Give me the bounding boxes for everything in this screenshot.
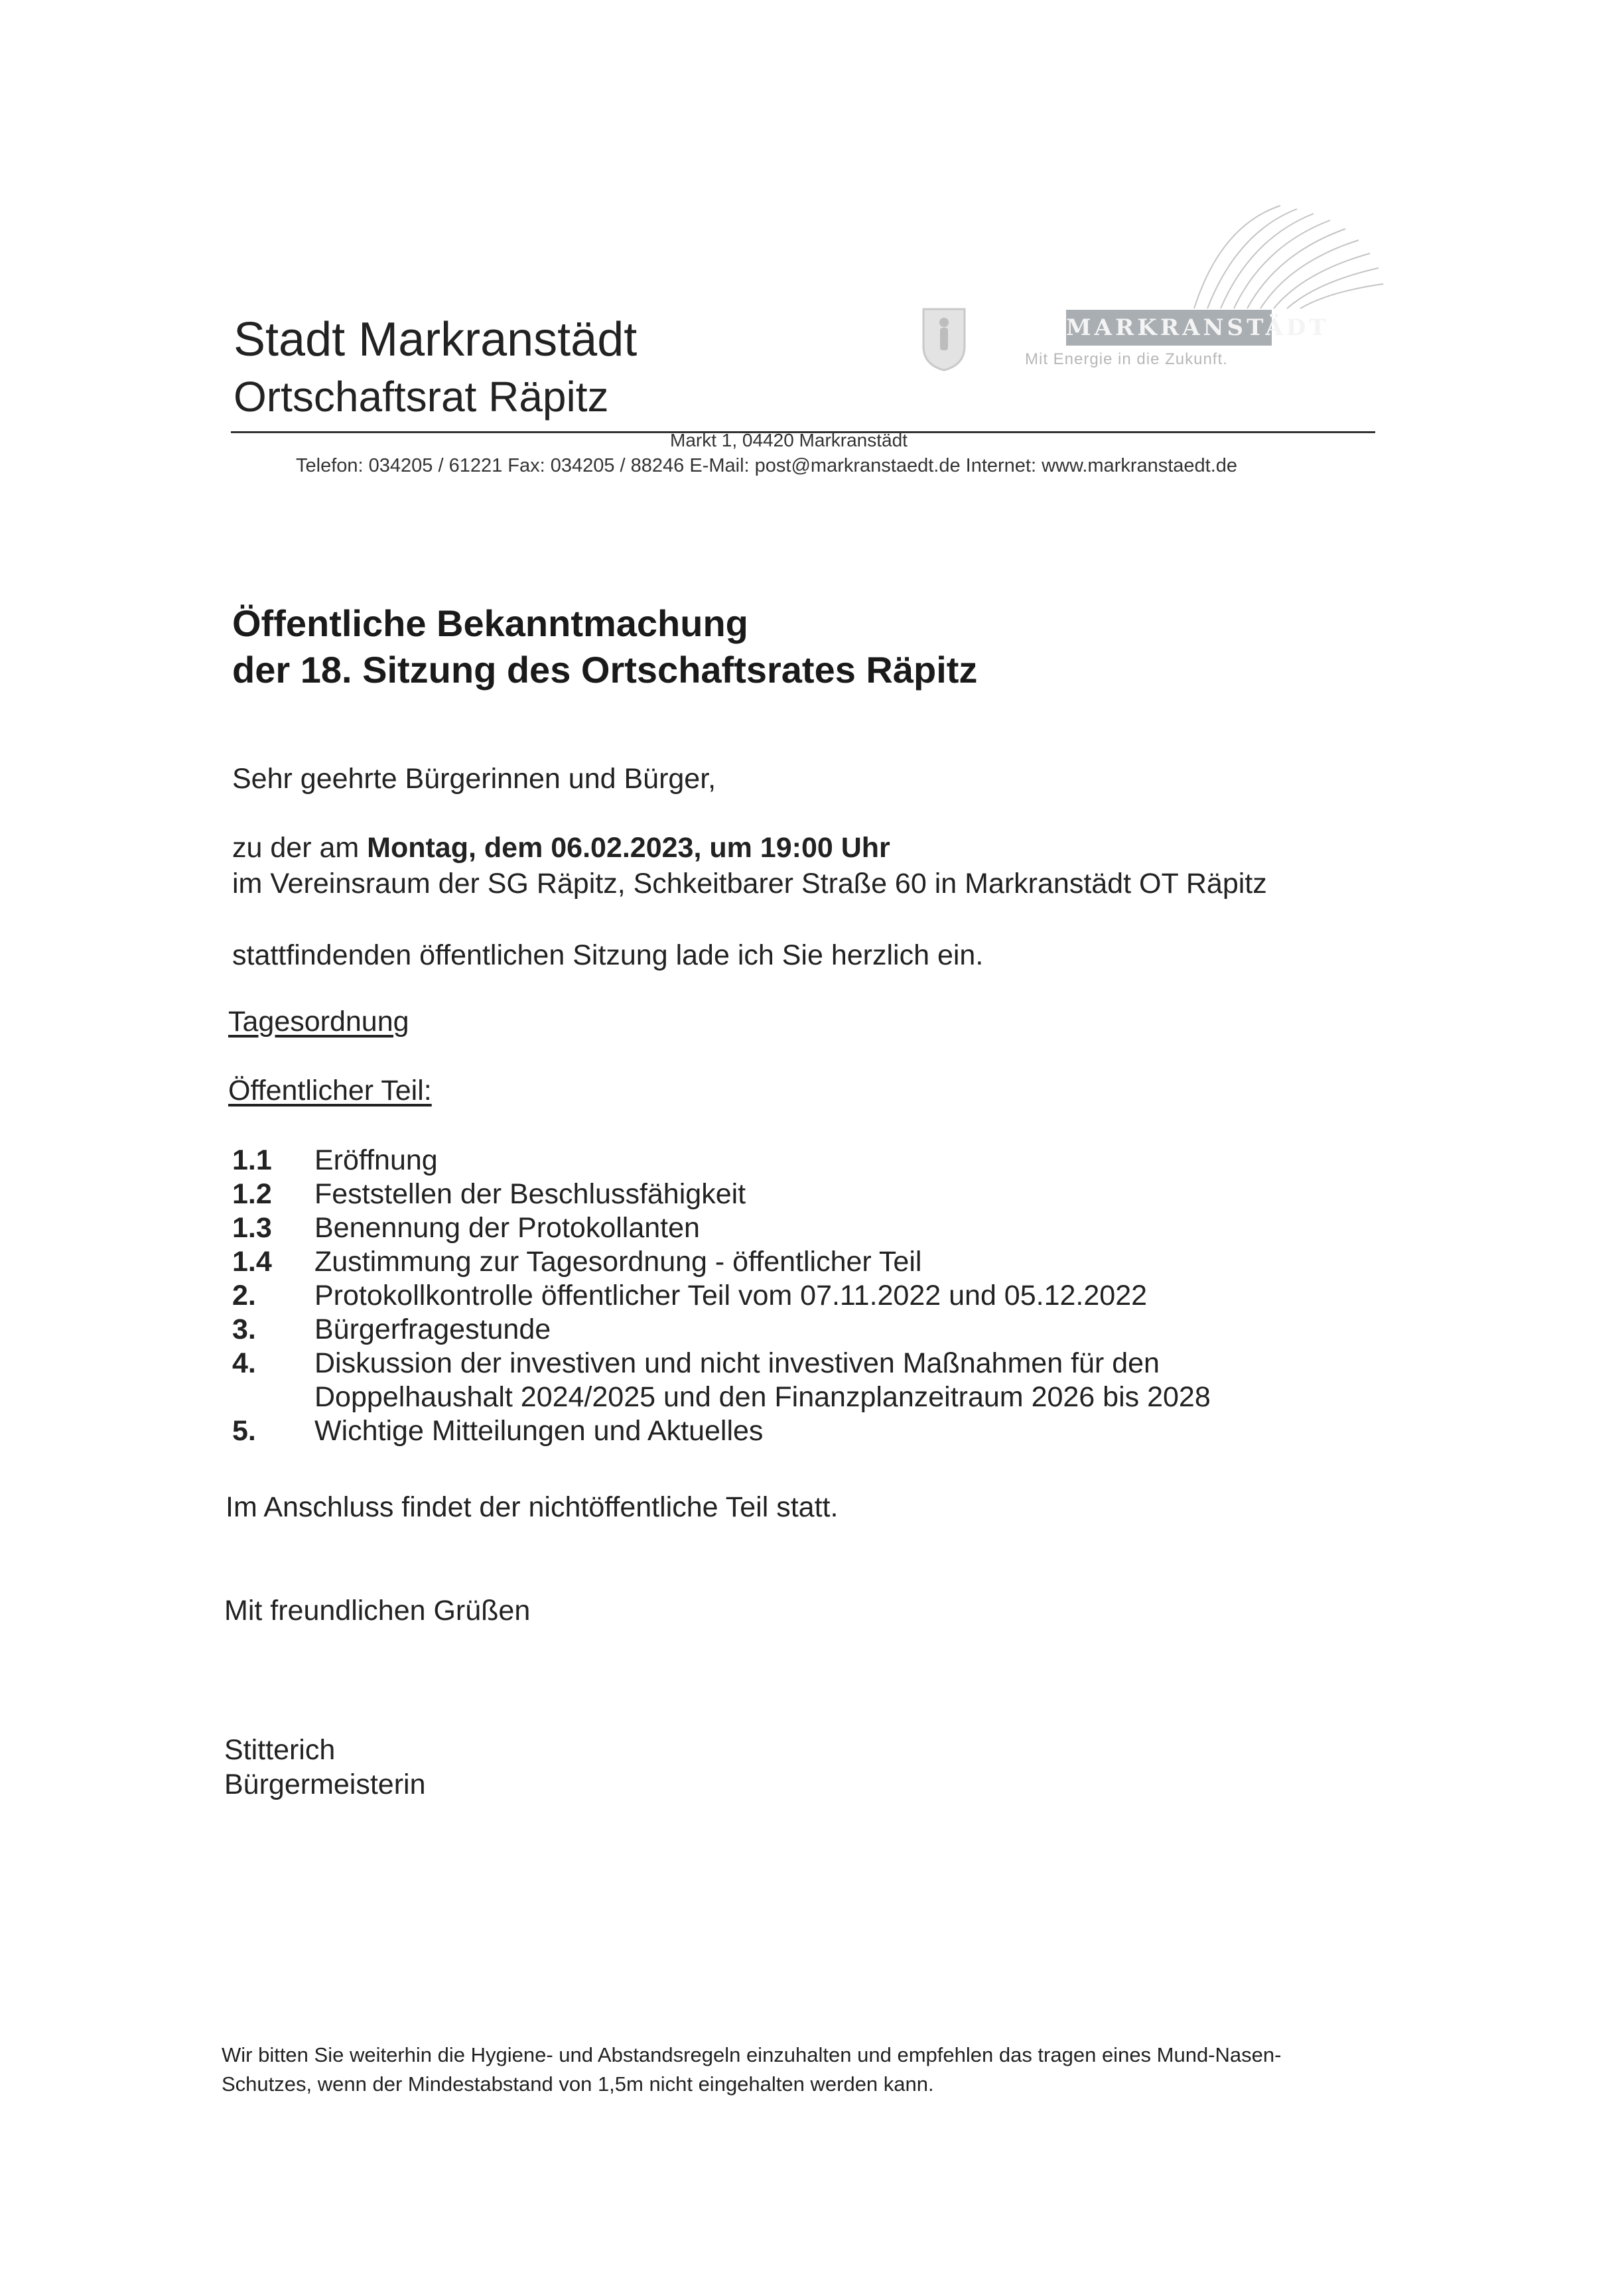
public-part-heading: Öffentlicher Teil:: [228, 1075, 432, 1107]
agenda-item-number: 2.: [232, 1280, 256, 1311]
council-name: Ortschaftsrat Räpitz: [234, 373, 609, 421]
agenda-item-text: Feststellen der Beschlussfähigkeit: [314, 1178, 746, 1210]
city-name: Stadt Markranstädt: [234, 313, 638, 366]
regards: Mit freundlichen Grüßen: [224, 1595, 531, 1627]
agenda-item: [232, 1313, 1211, 1347]
agenda-item-text: [314, 1347, 1211, 1414]
agenda-item-number: 1.2: [232, 1178, 272, 1210]
location-line: im Vereinsraum der SG Räpitz, Schkeitbarer Straße 60 in Markranstädt OT Räpitz: [232, 868, 1267, 900]
agenda-item: [232, 1279, 1211, 1313]
document-title: [232, 600, 977, 693]
agenda-item-text-line-2: Doppelhaushalt 2024/2025 und den Finanzplanzeitraum 2026 bis 2028: [314, 1381, 1211, 1413]
closing-note: Im Anschluss findet der nichtöffentliche Teil statt.: [226, 1491, 839, 1523]
brand-slogan: Mit Energie in die Zukunft.: [1025, 350, 1228, 368]
coat-of-arms-icon: [921, 306, 967, 371]
agenda-item-number: 1.1: [232, 1144, 272, 1176]
agenda-list: [232, 1144, 1211, 1448]
signer-title: Bürgermeisterin: [224, 1769, 426, 1800]
title-line-2: der 18. Sitzung des Ortschaftsrates Räpitz: [232, 649, 978, 691]
greeting: Sehr geehrte Bürgerinnen und Bürger,: [232, 763, 716, 795]
hygiene-footnote: Wir bitten Sie weiterhin die Hygiene- und Abstandsregeln einzuhalten und empfehlen das tragen eines Mund-Nasen-Schutzes, wenn der Mindestabstand von 1,5m nicht eingehalten werden kann.: [222, 2043, 1282, 2096]
agenda-item-number: 5.: [232, 1415, 256, 1447]
agenda-item-number: 1.4: [232, 1246, 272, 1278]
agenda-item-text: Eröffnung: [314, 1144, 438, 1176]
agenda-item-number: 3.: [232, 1313, 256, 1345]
invite-prefix: zu der am: [232, 832, 368, 864]
agenda-item-text: Benennung der Protokollanten: [314, 1212, 700, 1244]
agenda-item-text-line-1: Diskussion der investiven und nicht investiven Maßnahmen für den: [314, 1347, 1160, 1379]
title-line-1: Öffentliche Bekanntmachung: [232, 602, 748, 644]
agenda-item-text: Zustimmung zur Tagesordnung - öffentlicher Teil: [314, 1246, 922, 1278]
agenda-item-number: 4.: [232, 1347, 256, 1379]
address-line: Markt 1, 04420 Markranstädt: [670, 430, 908, 450]
agenda-item-text: Bürgerfragestunde: [314, 1313, 551, 1345]
agenda-item: [232, 1211, 1211, 1245]
brand-fan-graphic: [1181, 199, 1387, 312]
contact-line: Telefon: 034205 / 61221 Fax: 034205 / 88246 E-Mail: post@markranstaedt.de Internet: www.markranstaedt.de: [296, 455, 1238, 476]
brand-logo: MARKRANSTÄDT: [1066, 310, 1272, 346]
agenda-item-text: Wichtige Mitteilungen und Aktuelles: [314, 1415, 764, 1447]
agenda-item: [232, 1144, 1211, 1177]
meeting-date: Montag, dem 06.02.2023, um 19:00 Uhr: [367, 832, 890, 864]
agenda-heading: Tagesordnung: [228, 1006, 409, 1038]
invite-line: [232, 831, 890, 865]
agenda-item: [232, 1347, 1211, 1414]
agenda-item-number: 1.3: [232, 1212, 272, 1244]
invitation-line: stattfindenden öffentlichen Sitzung lade ich Sie herzlich ein.: [232, 939, 984, 971]
agenda-item: [232, 1245, 1211, 1279]
agenda-item: [232, 1177, 1211, 1211]
signer-name: Stitterich: [224, 1734, 336, 1766]
agenda-item-text: Protokollkontrolle öffentlicher Teil vom 07.11.2022 und 05.12.2022: [314, 1280, 1148, 1311]
agenda-item: [232, 1414, 1211, 1448]
